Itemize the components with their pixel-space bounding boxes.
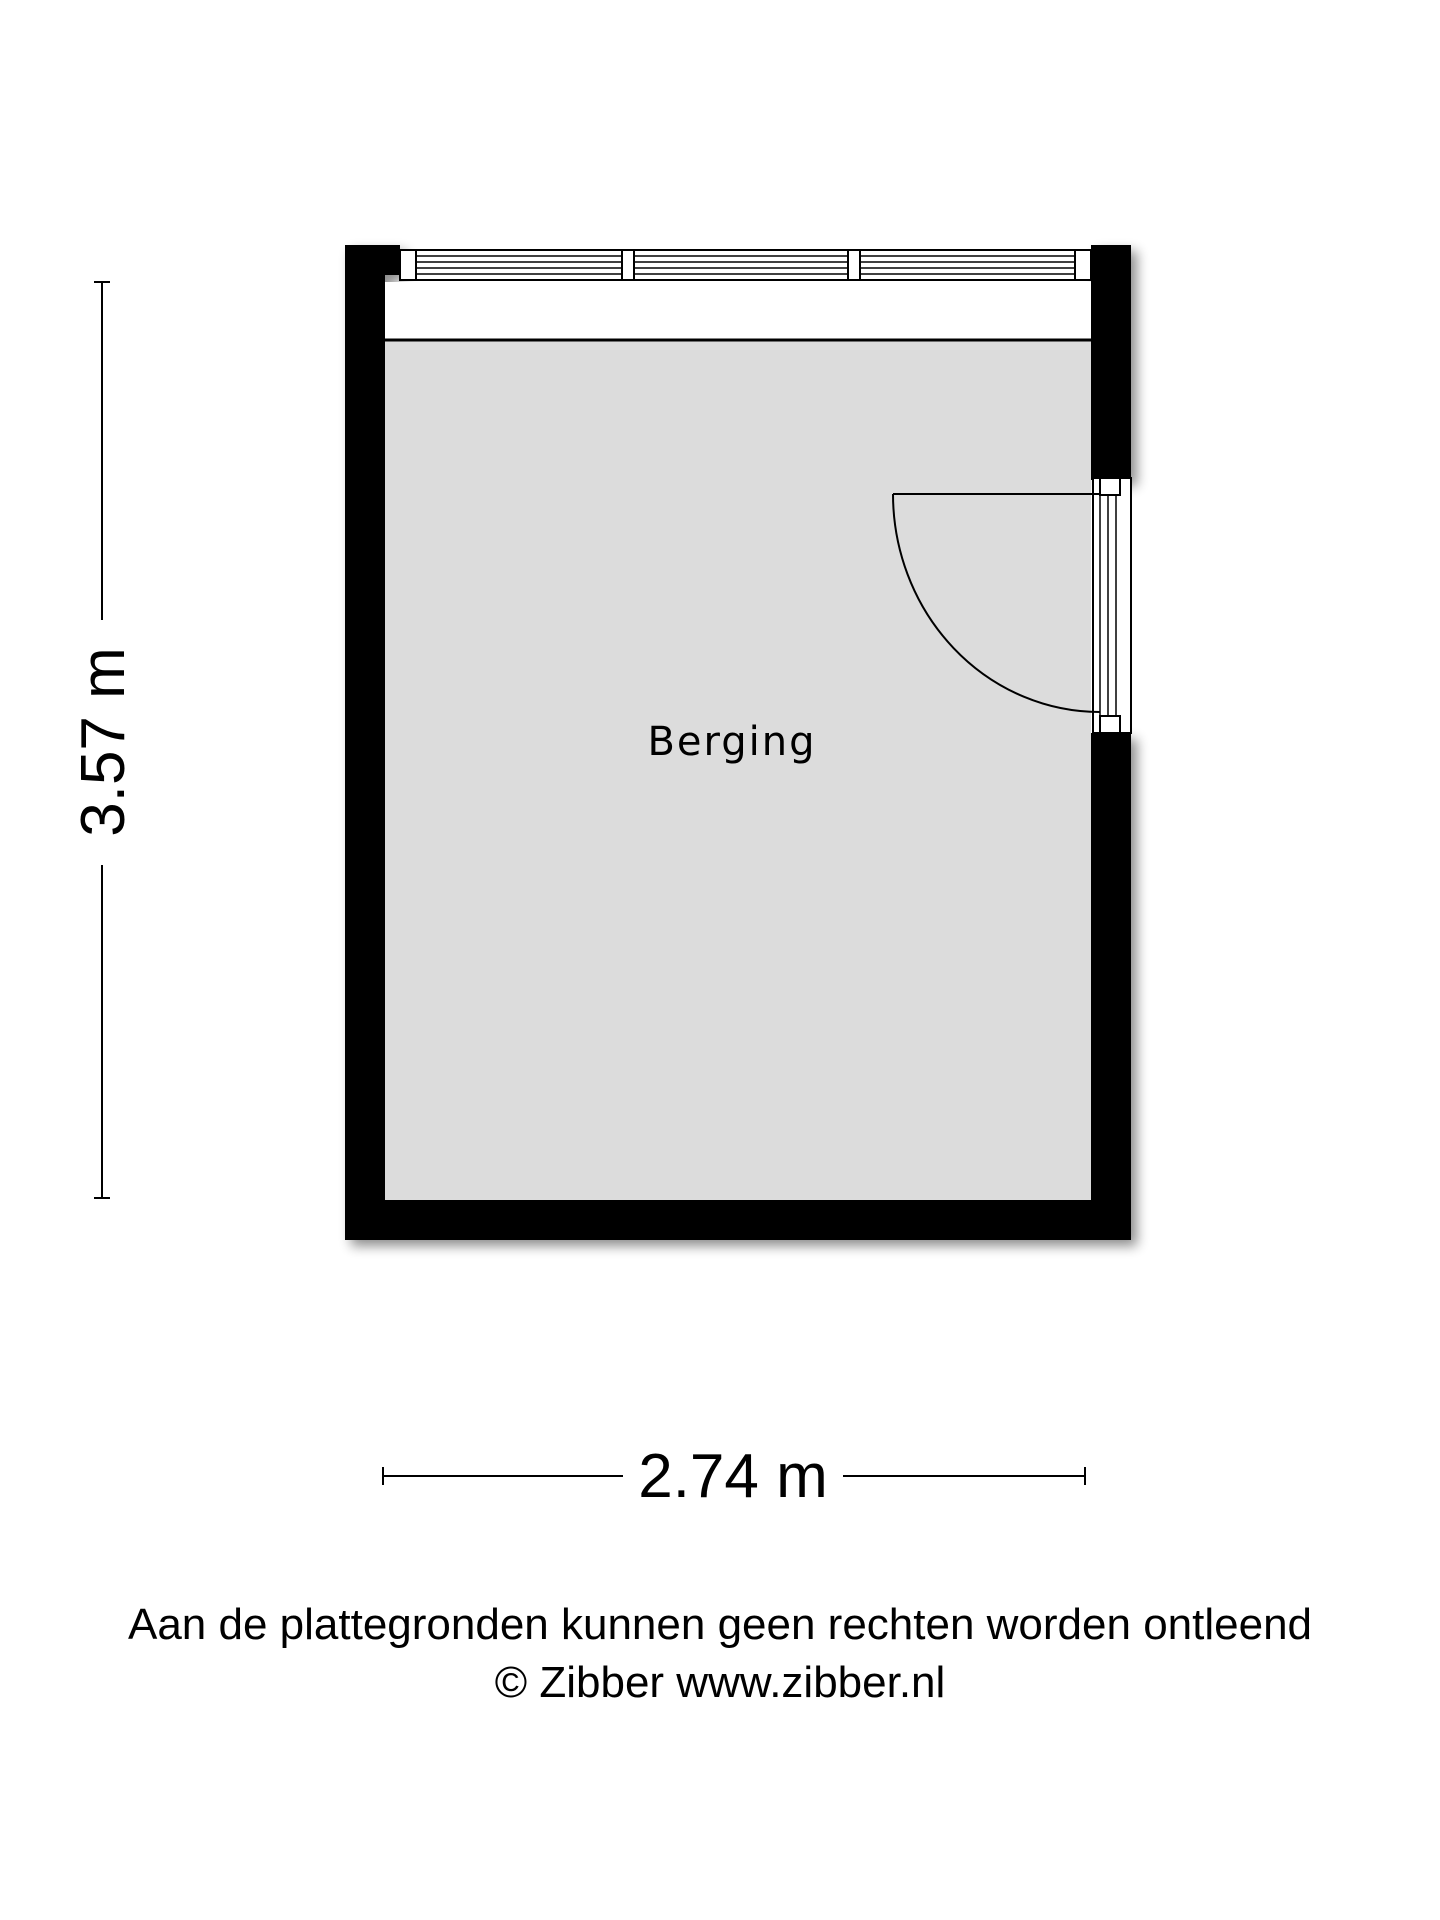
wall-bottom: [345, 1200, 1131, 1240]
wall-right-upper: [1091, 245, 1131, 480]
room-floor: [385, 340, 1091, 1200]
window-sill-area: [385, 282, 1091, 340]
height-dimension: [69, 282, 138, 1198]
wall-top-right-stub: [1091, 245, 1131, 275]
wall-left: [345, 245, 385, 1240]
height-label: 3.57 m: [69, 647, 138, 837]
wall-top-left-stub: [345, 245, 400, 275]
width-label: 2.74 m: [638, 1442, 828, 1511]
window-top: [400, 250, 1091, 280]
room-label: Berging: [647, 719, 817, 765]
door-frame: [1093, 478, 1131, 733]
width-dimension: [383, 1442, 1085, 1511]
wall-right-lower: [1091, 733, 1131, 1240]
disclaimer-text: Aan de plattegronden kunnen geen rechten worden ontleend: [127, 1600, 1313, 1649]
copyright-text: © Zibber www.zibber.nl: [494, 1658, 946, 1707]
